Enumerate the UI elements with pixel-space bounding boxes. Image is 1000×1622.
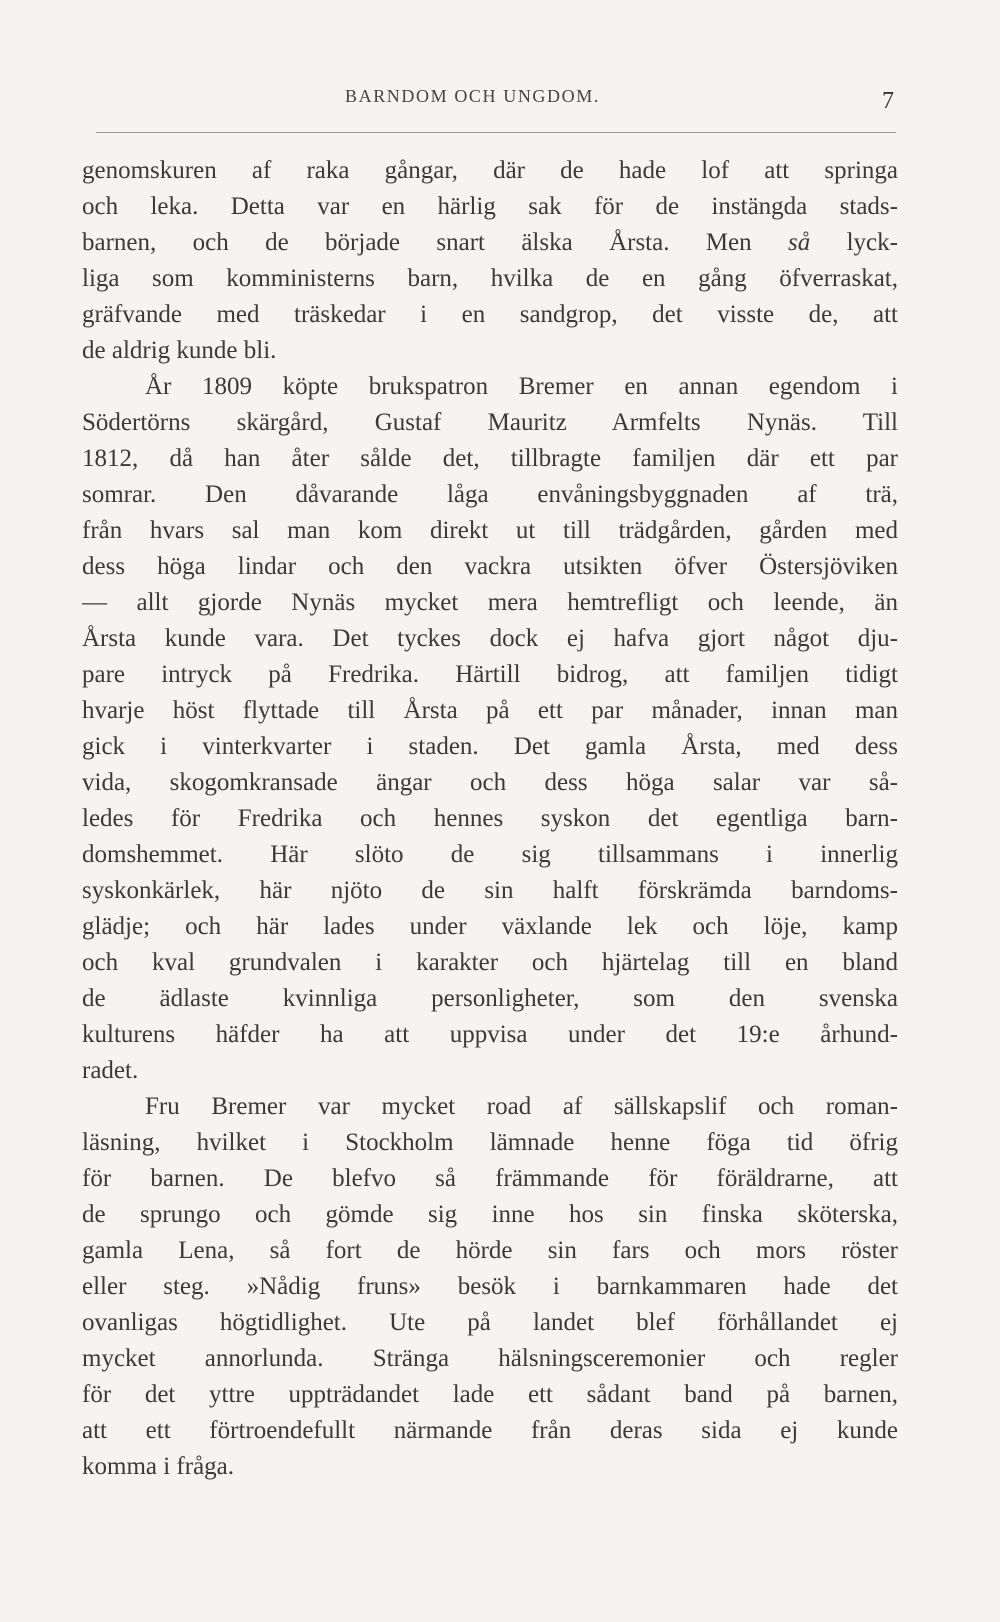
- text-line: pare intryck på Fredrika. Härtill bidrog, att familjen tidigt: [82, 661, 898, 688]
- running-head: BARNDOM OCH UNGDOM.: [345, 86, 600, 106]
- text-line: gick i vinterkvarter i staden. Det gamla Årsta, med dess: [82, 733, 898, 760]
- text-line: ledes för Fredrika och hennes syskon det egentliga barn-: [82, 805, 898, 832]
- text-line: glädje; och här lades under växlande lek och löje, kamp: [82, 913, 898, 940]
- text-line: somrar. Den dåvarande låga envåningsbyggnaden af trä,: [82, 481, 898, 508]
- text-line: och kval grundvalen i karakter och hjärtelag till en bland: [82, 949, 898, 976]
- text-line: ovanligas högtidlighet. Ute på landet blef förhållandet ej: [82, 1309, 898, 1336]
- text-line: och leka. Detta var en härlig sak för de instängda stads-: [82, 193, 898, 220]
- text-line: eller steg. »Nådig fruns» besök i barnkammaren hade det: [82, 1273, 898, 1300]
- text-line: att ett förtroendefullt närmande från deras sida ej kunde: [82, 1417, 898, 1444]
- header-rule: [96, 132, 896, 133]
- text-line: för det yttre uppträdandet lade ett sådant band på barnen,: [82, 1381, 898, 1408]
- text-line: gräfvande med träskedar i en sandgrop, det visste de, att: [82, 301, 898, 328]
- text-line: — allt gjorde Nynäs mycket mera hemtrefligt och leende, än: [82, 589, 898, 616]
- text-line: komma i fråga.: [82, 1453, 235, 1480]
- text-line: Årsta kunde vara. Det tyckes dock ej hafva gjort något dju-: [82, 625, 898, 652]
- text-line: År 1809 köpte brukspatron Bremer en annan egendom i: [145, 373, 898, 400]
- text-line: de sprungo och gömde sig inne hos sin finska sköterska,: [82, 1201, 898, 1228]
- text-line: för barnen. De blefvo så främmande för föräldrarne, att: [82, 1165, 898, 1192]
- text-line: de aldrig kunde bli.: [82, 337, 277, 364]
- text-line: domshemmet. Här slöto de sig tillsammans i innerlig: [82, 841, 898, 868]
- text-line: kulturens häfder ha att uppvisa under det 19:e århund-: [82, 1021, 898, 1048]
- text-line: från hvars sal man kom direkt ut till trädgården, gården med: [82, 517, 898, 544]
- text-line: mycket annorlunda. Stränga hälsningsceremonier och regler: [82, 1345, 898, 1372]
- text-line: liga som komministerns barn, hvilka de en gång öfverraskat,: [82, 265, 898, 292]
- text-line: Fru Bremer var mycket road af sällskapslif och roman-: [145, 1093, 898, 1120]
- text-line: de ädlaste kvinnliga personligheter, som den svenska: [82, 985, 898, 1012]
- body-text: [82, 153, 898, 1485]
- text-segment: barnen, och de började snart älska Årsta. Men: [82, 229, 789, 256]
- text-line: dess höga lindar och den vackra utsikten öfver Östersjöviken: [82, 553, 898, 580]
- text-segment: lyck-: [810, 229, 898, 256]
- text-line: hvarje höst flyttade till Årsta på ett par månader, innan man: [82, 697, 898, 724]
- text-line: genomskuren af raka gångar, där de hade lof att springa: [82, 157, 898, 184]
- page-number: 7: [882, 88, 894, 114]
- text-line: Södertörns skärgård, Gustaf Mauritz Armfelts Nynäs. Till: [82, 409, 898, 436]
- text-line: läsning, hvilket i Stockholm lämnade henne föga tid öfrig: [82, 1129, 898, 1156]
- text-line: 1812, då han åter sålde det, tillbragte familjen där ett par: [82, 445, 898, 472]
- text-line: vida, skogomkransade ängar och dess höga salar var så-: [82, 769, 898, 796]
- text-line: radet.: [82, 1057, 139, 1084]
- text-line: [82, 225, 898, 261]
- emphasized-word: så: [788, 229, 811, 256]
- text-line: gamla Lena, så fort de hörde sin fars och mors röster: [82, 1237, 898, 1264]
- text-line: syskonkärlek, här njöto de sin halft förskrämda barndoms-: [82, 877, 898, 904]
